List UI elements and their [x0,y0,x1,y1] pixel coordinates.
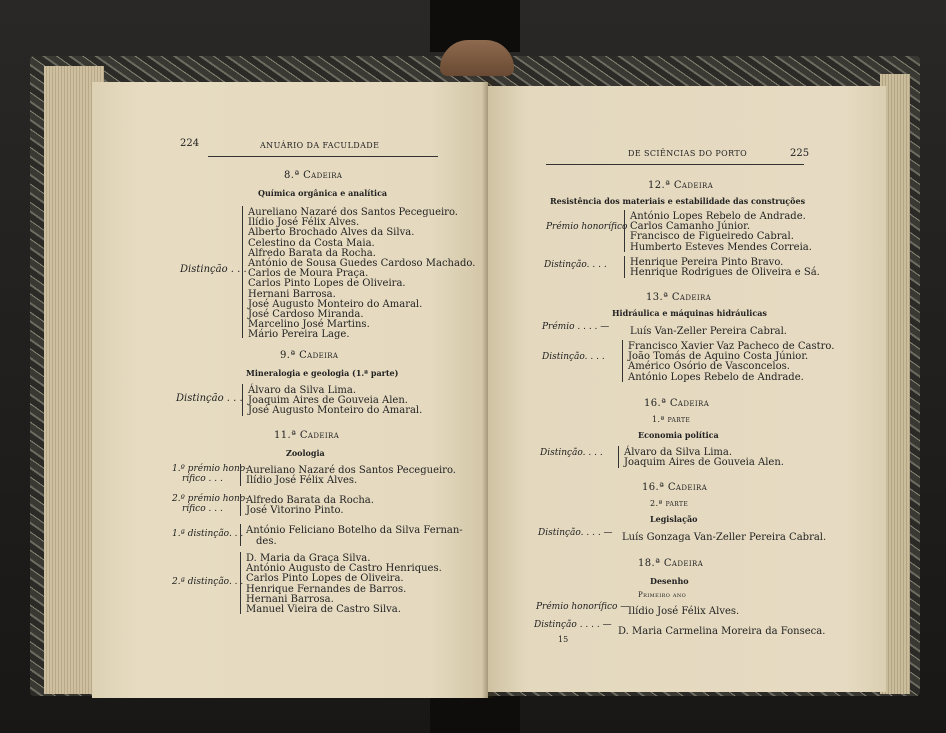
section-subject: Desenho [650,576,689,586]
section-subject: Hidráulica e máquinas hidráulicas [612,308,767,318]
section-subject: Resistência dos materiais e estabilidade das construções [550,196,806,206]
names-list: Aureliano Nazaré dos Santos Pecegueiro. Ilídio José Félix Alves. [246,465,456,487]
signature-mark: 15 [558,635,569,644]
section-subject: Zoologia [286,448,325,458]
section-heading: 12.ª Cadeira [648,180,714,191]
section-heading: 16.ª Cadeira [644,398,710,409]
list-label: 2.º prémio hono- rífico . . . [172,494,249,514]
section-subject: Mineralogia e geologia (1.ª parte) [246,368,399,378]
bookmark-ribbon [440,40,514,76]
section-part: 2.ª parte [650,499,689,508]
left-page [92,82,488,698]
running-head: ANUÁRIO DA FACULDADE [260,141,380,150]
section-subject: Química orgânica e analítica [258,188,388,198]
list-label: Distinção. . . . [542,352,605,362]
section-heading: 13.ª Cadeira [646,292,712,303]
right-page [488,86,886,692]
section-heading: 8.ª Cadeira [284,170,343,181]
section-heading: 9.ª Cadeira [280,350,339,361]
list-label: Distinção . . . [180,264,247,275]
names-list: Francisco Xavier Vaz Pacheco de Castro. João Tomás de Aquino Costa Júnior. Américo Osório de Vasconcelos. António Lopes Rebelo de Andrade. [628,341,835,383]
name: D. Maria Carmelina Moreira da Fonseca. [618,626,826,637]
list-label: Prémio honorífico — [536,602,630,612]
section-year: Primeiro ano [638,591,687,599]
list-label: 2.ª distinção. . . [172,577,244,587]
section-subject: Economia política [638,430,719,440]
names-list: Aureliano Nazaré dos Santos Pecegueiro. Ilídio José Félix Alves. Alberto Brochado Alves da Silva. Celestino da Costa Maia. Alfredo Barata da Rocha. António de Sousa Guedes Cardoso Machado. Carlos de Moura Praça. Carlos Pinto Lopes de Oliveira. Hernani Barrosa. José Augusto Monteiro do Amaral. José Cardoso Miranda. Marcelino José Martins. Mário Pereira Lage. [248,207,476,341]
page-number: 225 [790,148,810,159]
names-list: António Lopes Rebelo de Andrade. Carlos Camanho Júnior. Francisco de Figueiredo Cabral. Humberto Esteves Mendes Correia. [630,211,812,253]
list-label: Distinção. . . . [544,260,607,270]
names-list: Henrique Pereira Pinto Bravo. Henrique Rodrigues de Oliveira e Sá. [630,257,820,279]
name: Luís Van-Zeller Pereira Cabral. [630,326,787,337]
names-list: Álvaro da Silva Lima. Joaquim Aires de Gouveia Alen. José Augusto Monteiro do Amaral. [248,385,423,417]
section-heading: 11.ª Cadeira [274,430,340,441]
list-label: 1.º prémio hono- rífico . . . [172,464,249,484]
list-label: Distinção . . . [176,393,243,404]
names-list: António Feliciano Botelho da Silva Fernan- des. [246,525,463,547]
list-label: 1.ª distinção. . . [172,529,244,539]
list-label: Distinção . . . . — [534,620,612,630]
names-list: Álvaro da Silva Lima. Joaquim Aires de Gouveia Alen. [624,447,784,469]
name: Luís Gonzaga Van-Zeller Pereira Cabral. [622,532,827,543]
page-number: 224 [180,138,200,149]
section-part: 1.ª parte [652,415,691,424]
spine-bottom [430,696,520,733]
list-label: Distinção. . . . [540,448,603,458]
names-list: D. Maria da Graça Silva. António Augusto de Castro Henriques. Carlos Pinto Lopes de Oliveira. Henrique Fernandes de Barros. Hernani Barrosa. Manuel Vieira de Castro Silva. [246,553,442,616]
list-label: Prémio . . . . — [542,322,610,332]
list-label: Prémio honorífico [546,222,628,232]
running-head: DE SCIÊNCIAS DO PORTO [628,149,748,158]
name: Ilídio José Félix Alves. [628,606,740,617]
names-list: Alfredo Barata da Rocha. José Vitorino Pinto. [246,495,374,517]
section-heading: 16.ª Cadeira [642,482,708,493]
list-label: Distinção. . . . — [538,528,613,538]
section-heading: 18.ª Cadeira [638,558,704,569]
section-subject: Legislação [650,514,698,524]
